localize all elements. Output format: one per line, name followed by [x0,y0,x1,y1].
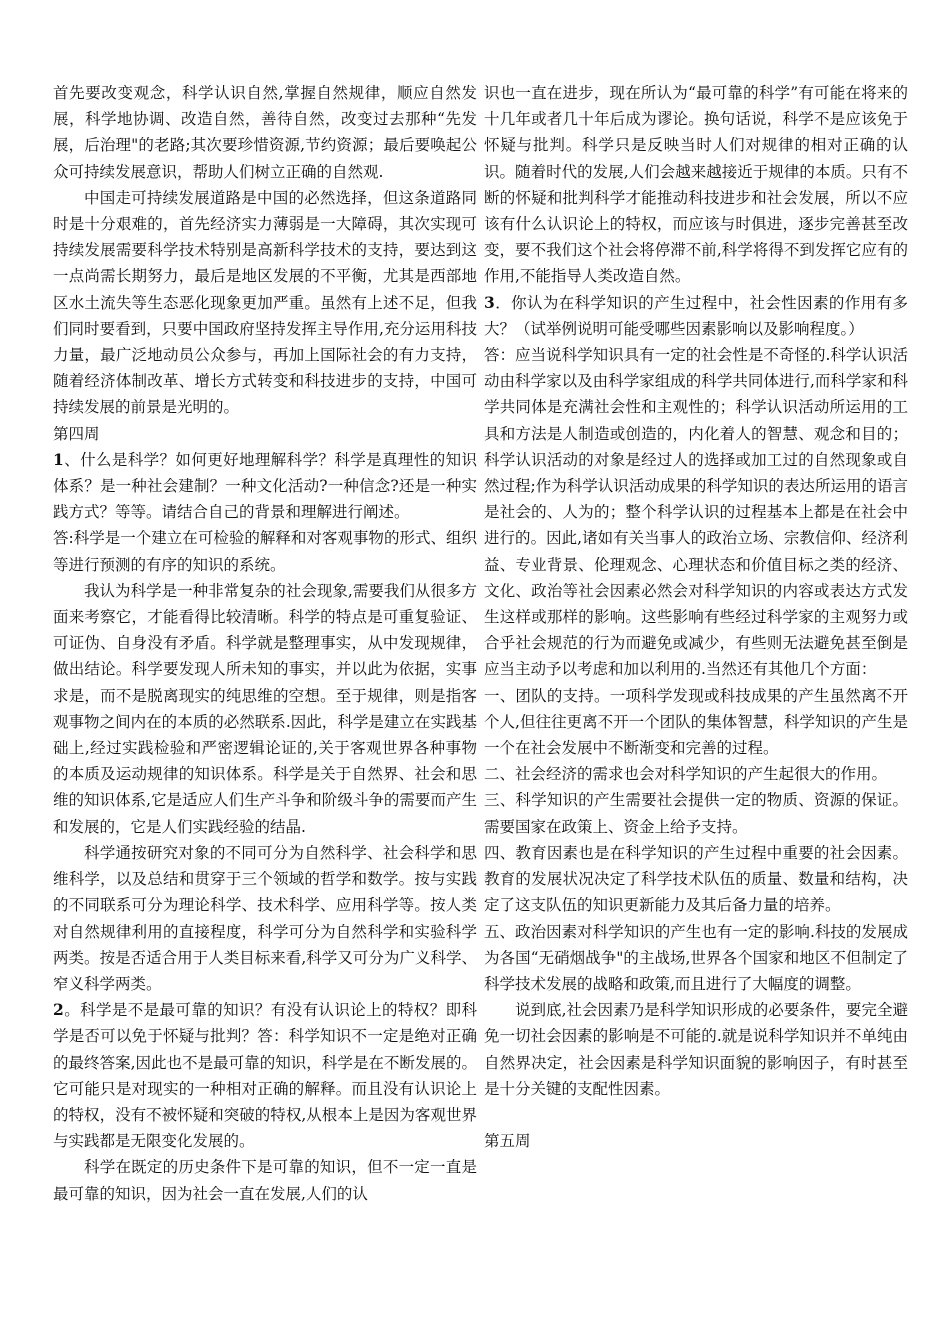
question-paragraph [53,447,477,526]
paragraph: 一、团队的支持。一项科学发现或科技成果的产生虽然离不开个人,但往往更离不开一个团队的集体智慧，科学知识的产生是一个在社会发展中不断渐变和完善的过程。 [484,686,908,758]
paragraph: 第四周 [53,424,100,443]
question-text: ．你认为在科学知识的产生过程中，社会性因素的作用有多大？（试举例说明可能受哪些因素影响以及影响程度。） [484,293,908,338]
left-text-column [53,80,477,1207]
question-paragraph [484,290,908,342]
question-number: 1 [53,449,64,469]
paragraph: 三、科学知识的产生需要社会提供一定的物质、资源的保证。需要国家在政策上、资金上给予支持。 [484,791,908,836]
paragraph: 五、政治因素对科学知识的产生也有一定的影响.科技的发展成为各国“无硝烟战争"的主战场,世界各个国家和地区不但制定了科学技术发展的战略和政策,而且进行了大幅度的调整。 [484,922,908,993]
paragraph: 首先要改变观念，科学认识自然,掌握自然规律，顺应自然发展，科学地协调、改造自然，善待自然，改变过去那种“先发展，后治理"的老路;其次要珍惜资源,节约资源；最后要唤起公众可持续发展意识，帮助人们树立正确的自然观. [53,84,477,181]
paragraph: 识也一直在进步，现在所认为“最可靠的科学”有可能在将来的十几年或者几十年后成为谬论。换句话说，科学不是应该免于怀疑与批判。科学只是反映当时人们对规律的相对正确的认识。随着时代的发展,人们会越来越接近于规律的本质。只有不断的怀疑和批判科学才能推动科技进步和社会发展，所以不应该有什么认识论上的特权，而应该与时俱进，逐步完善甚至改变，要不我们这个社会将停滞不前,科学将得不到发挥它应有的作用,不能指导人类改造自然。 [484,84,908,286]
indented-paragraph: 说到底,社会因素乃是科学知识形成的必要条件，要完全避免一切社会因素的影响是不可能的.就是说科学知识并不单纯由自然界决定，社会因素是科学知识面貌的影响因子，有时甚至是十分关键的支配性因素。 [484,1001,908,1098]
indented-paragraph: 科学通按研究对象的不同可分为自然科学、社会科学和思维科学，以及总结和贯穿于三个领域的哲学和数学。按与实践的不同联系可分为理论科学、技术科学、应用科学等。按人类对自然规律利用的直接程度，科学可分为自然科学和实验科学两类。按是否适合用于人类目标来看,科学又可分为广义科学、窄义科学两类。 [53,843,477,993]
question-paragraph [53,997,477,1154]
indented-paragraph: 科学在既定的历史条件下是可靠的知识，但不一定一直是最可靠的知识，因为社会一直在发展,人们的认 [53,1158,477,1203]
question-text: 。科学是不是最可靠的知识？有没有认识论上的特权？即科学是否可以免于怀疑与批判？答：科学知识不一定是绝对正确的最终答案,因此也不是最可靠的知识，科学是在不断发展的。它可能只是对现实的一种相对正确的解释。而且没有认识论上的特权，没有不被怀疑和突破的特权,从根本上是因为客观世界与实践都是无限变化发展的。 [53,1001,477,1151]
indented-paragraph: 我认为科学是一种非常复杂的社会现象,需要我们从很多方面来考察它，才能看得比较清晰。科学的特点是可重复验证、可证伪、自身没有矛盾。科学就是整理事实，从中发现规律，做出结论。科学要发现人所未知的事实，并以此为依据，实事求是，而不是脱离现实的纯思维的空想。至于规律，则是指客观事物之间内在的本质的必然联系.因此，科学是建立在实践基础上,经过实践检验和严密逻辑论证的,关于客观世界各种事物的本质及运动规律的知识体系。科学是关于自然界、社会和思维的知识体系,它是适应人们生产斗争和阶级斗争的需要而产生和发展的，它是人们实践经验的结晶. [53,581,477,836]
right-text-column [484,80,908,1154]
question-number: 2 [53,1000,64,1020]
paragraph: 二、社会经济的需求也会对科学知识的产生起很大的作用。 [484,765,888,784]
paragraph: 四、教育因素也是在科学知识的产生过程中重要的社会因素。教育的发展状况决定了科学技术队伍的质量、数量和结构，决定了这支队伍的知识更新能力及其后备力量的培养。 [484,843,908,915]
paragraph: 答:科学是一个建立在可检验的解释和对客观事物的形式、组织等进行预测的有序的知识的系统。 [53,529,477,574]
question-number: 3 [484,292,495,312]
paragraph-gap [484,1102,908,1128]
question-text: 、什么是科学？如何更好地理解科学？科学是真理性的知识体系？是一种社会建制？一种文化活动?一种信念?还是一种实践方式？等等。请结合自己的背景和理解进行阐述。 [53,450,477,522]
paragraph: 答：应当说科学知识具有一定的社会性是不奇怪的.科学认识活动由科学家以及由科学家组成的科学共同体进行,而科学家和科学共同体是充满社会性和主观性的；科学认识活动所运用的工具和方法是人制造或创造的，内化着人的智慧、观念和目的；科学认识活动的对象是经过人的选择或加工过的自然现象或自然过程;作为科学认识活动成果的科学知识的表达所运用的语言是社会的、人为的；整个科学认识的过程基本上都是在社会中进行的。因此,诸如有关当事人的政治立场、宗教信仰、经济利益、专业背景、伦理观念、心理状态和价值目标之类的经济、文化、政治等社会因素必然会对科学知识的内容或表达方式发生这样或那样的影响。这些影响有些经过科学家的主观努力或合乎社会规范的行为而避免或减少，有些则无法避免甚至倒是应当主动予以考虑和加以利用的.当然还有其他几个方面： [484,346,908,679]
indented-paragraph: 中国走可持续发展道路是中国的必然选择，但这条道路同时是十分艰难的，首先经济实力薄弱是一大障碍，其次实现可持续发展需要科学技术特别是高新科学技术的支持，要达到这一点尚需长期努力，最后是地区发展的不平衡，尤其是西部地区水土流失等生态恶化现象更加严重。虽然有上述不足，但我们同时要看到，只要中国政府坚持发挥主导作用,充分运用科技力量，最广泛地动员公众参与，再加上国际社会的有力支持，随着经济体制改革、增长方式转变和科技进步的支持，中国可持续发展的前景是光明的。 [53,188,477,417]
paragraph: 第五周 [484,1131,531,1150]
